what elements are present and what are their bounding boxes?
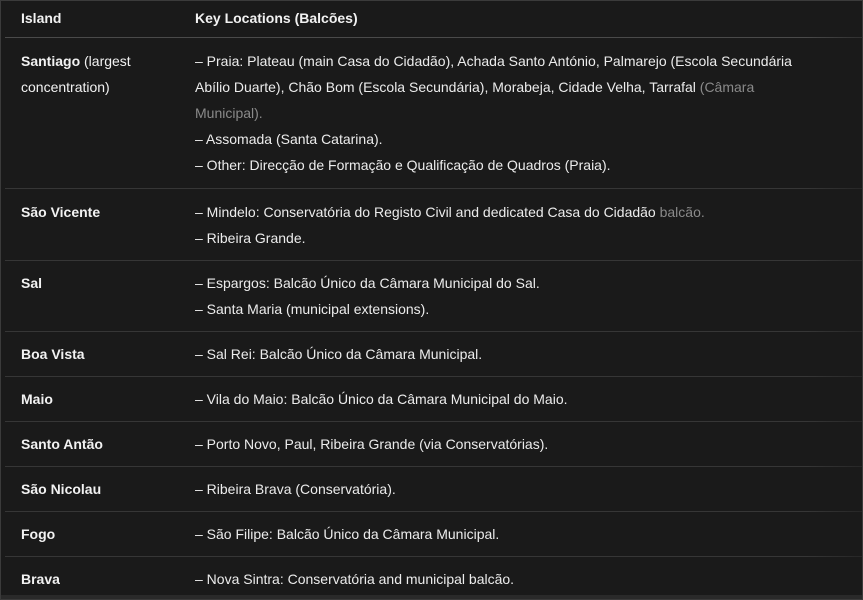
table-row bbox=[5, 556, 862, 600]
location-text: – Sal Rei: Balcão Único da Câmara Municipal. bbox=[195, 345, 483, 362]
location-line bbox=[195, 296, 862, 322]
horizontal-scrollbar[interactable] bbox=[1, 595, 863, 599]
island-cell bbox=[5, 421, 179, 466]
island-cell bbox=[5, 37, 179, 188]
table-row bbox=[5, 466, 862, 511]
location-line bbox=[195, 431, 862, 457]
location-line bbox=[195, 270, 862, 296]
location-text: – Ribeira Grande. bbox=[195, 229, 306, 246]
location-text-faded: balcão. bbox=[655, 203, 705, 220]
table-row bbox=[5, 260, 862, 331]
island-cell bbox=[5, 260, 179, 331]
location-text: – Assomada (Santa Catarina). bbox=[195, 130, 383, 147]
table-row bbox=[5, 188, 862, 260]
location-text: – Espargos: Balcão Único da Câmara Municipal do Sal. bbox=[195, 274, 540, 291]
location-line bbox=[195, 225, 862, 251]
island-name: Santiago bbox=[21, 52, 81, 69]
header-key-locations: Key Locations (Balcões) bbox=[179, 1, 862, 37]
location-text: – Vila do Maio: Balcão Único da Câmara Municipal do Maio. bbox=[195, 390, 568, 407]
locations-cell bbox=[179, 37, 862, 188]
locations-cell bbox=[179, 466, 862, 511]
locations-cell bbox=[179, 376, 862, 421]
header-island: Island bbox=[5, 1, 179, 37]
locations-cell bbox=[179, 188, 862, 260]
location-line bbox=[195, 199, 862, 225]
island-note: (largest concentration) bbox=[21, 52, 131, 95]
location-text: – Santa Maria (municipal extensions). bbox=[195, 300, 430, 317]
table-row bbox=[5, 37, 862, 188]
island-name: Brava bbox=[21, 570, 60, 587]
location-text: – São Filipe: Balcão Único da Câmara Municipal. bbox=[195, 525, 500, 542]
table-row bbox=[5, 376, 862, 421]
island-name: Boa Vista bbox=[21, 345, 85, 362]
island-name: Santo Antão bbox=[21, 435, 103, 452]
table-row bbox=[5, 331, 862, 376]
island-cell bbox=[5, 376, 179, 421]
island-cell bbox=[5, 556, 179, 600]
table-body bbox=[5, 37, 862, 600]
locations-cell bbox=[179, 556, 862, 600]
location-line bbox=[195, 386, 862, 412]
location-text-faded: (Câmara Municipal). bbox=[195, 78, 755, 121]
location-line bbox=[195, 341, 862, 367]
table-row bbox=[5, 511, 862, 556]
balcoes-table bbox=[5, 1, 862, 600]
locations-cell bbox=[179, 421, 862, 466]
location-text: – Other: Direcção de Formação e Qualificação de Quadros (Praia). bbox=[195, 156, 611, 173]
location-text: – Ribeira Brava (Conservatória). bbox=[195, 480, 396, 497]
location-text: – Mindelo: Conservatória do Registo Civil and dedicated Casa do Cidadão bbox=[195, 203, 656, 220]
locations-cell bbox=[179, 331, 862, 376]
location-line bbox=[195, 521, 862, 547]
location-line bbox=[195, 566, 862, 592]
table-row bbox=[5, 421, 862, 466]
island-name: Maio bbox=[21, 390, 53, 407]
table-scroll-container[interactable] bbox=[5, 1, 862, 600]
locations-cell bbox=[179, 260, 862, 331]
location-line bbox=[195, 152, 862, 178]
location-text: – Nova Sintra: Conservatória and municipal balcão. bbox=[195, 570, 515, 587]
island-name: São Vicente bbox=[21, 203, 101, 220]
locations-cell bbox=[179, 511, 862, 556]
island-cell bbox=[5, 511, 179, 556]
island-cell bbox=[5, 188, 179, 260]
table-header-row bbox=[5, 1, 862, 37]
location-text: – Praia: Plateau (main Casa do Cidadão), Achada Santo António, Palmarejo (Escola Secundária Abílio Duarte), Chão Bom (Escola Secundária), Morabeja, Cidade Velha, Tarrafal bbox=[195, 52, 792, 95]
island-name: Sal bbox=[21, 274, 43, 291]
location-line bbox=[195, 48, 809, 126]
location-line bbox=[195, 126, 862, 152]
location-line bbox=[195, 476, 862, 502]
location-text: – Porto Novo, Paul, Ribeira Grande (via Conservatórias). bbox=[195, 435, 549, 452]
island-name: São Nicolau bbox=[21, 480, 102, 497]
island-name: Fogo bbox=[21, 525, 56, 542]
island-cell bbox=[5, 466, 179, 511]
island-cell bbox=[5, 331, 179, 376]
